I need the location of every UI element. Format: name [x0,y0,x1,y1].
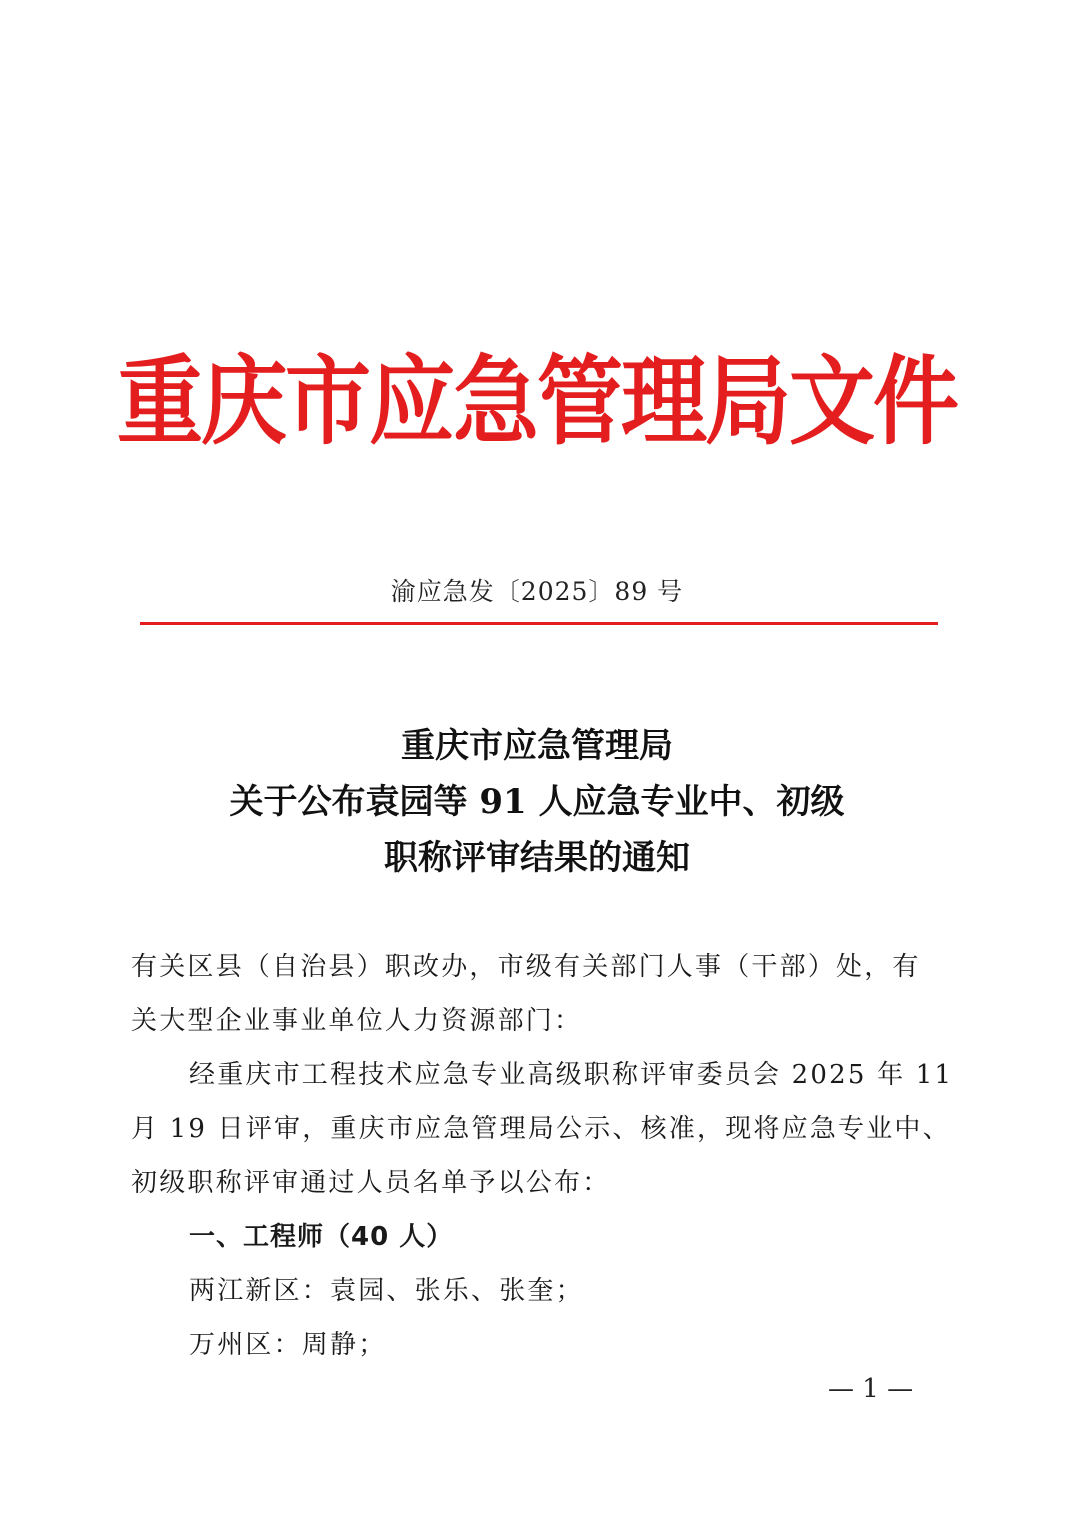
section-heading-engineers: 一、工程师（40 人） [189,1222,454,1252]
paragraph-line-1: 经重庆市工程技术应急专业高级职称评审委员会 2025 年 11 [189,1060,954,1090]
salutation-line-1: 有关区县（自治县）职改办，市级有关部门人事（干部）处，有 [131,952,921,982]
document-masthead: 重庆市应急管理局文件 [117,345,957,459]
paragraph-line-2: 月 19 日评审，重庆市应急管理局公示、核准，现将应急专业中、 [131,1114,951,1144]
title-line-3: 职称评审结果的通知 [384,838,690,878]
salutation-line-2: 关大型企业事业单位人力资源部门： [131,1006,583,1036]
notice-body [131,940,954,1372]
paragraph-line-3: 初级职称评审通过人员名单予以公布： [131,1168,611,1198]
title-line-2: 关于公布袁园等 91 人应急专业中、初级 [229,782,845,822]
title-line-1: 重庆市应急管理局 [401,726,673,766]
red-divider-line [140,622,938,625]
notice-title [0,718,1074,886]
document-number: 渝应急发〔2025〕89 号 [390,577,684,606]
list-item: 两江新区：袁园、张乐、张奎； [189,1276,584,1306]
page-number: — 1 — [828,1374,914,1404]
list-item: 万州区：周静； [189,1330,387,1360]
